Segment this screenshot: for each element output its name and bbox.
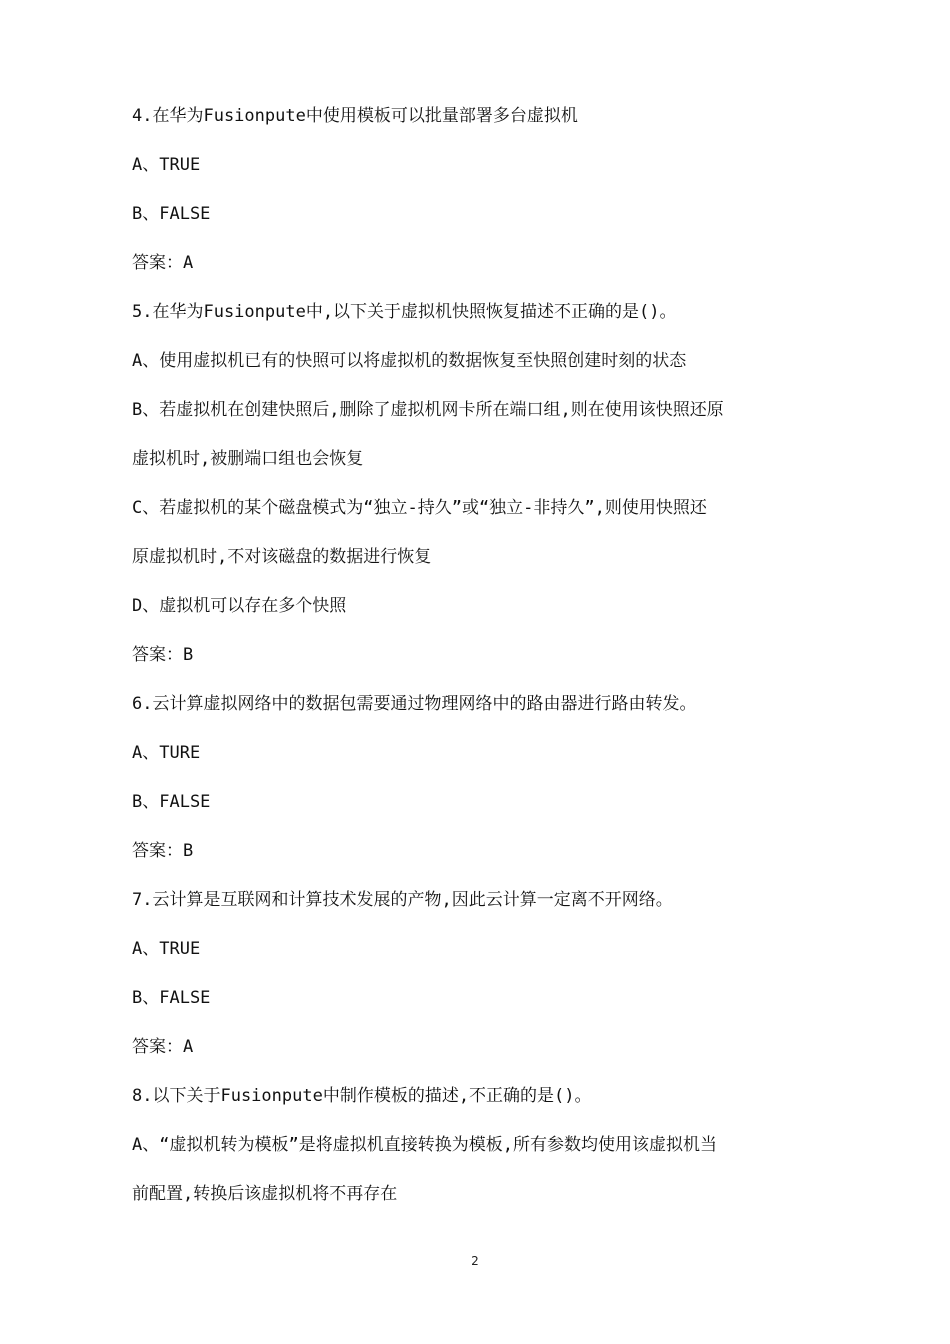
question-7-answer: 答案：A bbox=[132, 1037, 194, 1057]
question-5-option-b-line-1: B、若虚拟机在创建快照后,删除了虚拟机网卡所在端口组,则在使用该快照还原 bbox=[132, 400, 724, 420]
question-7-stem: 7.云计算是互联网和计算技术发展的产物,因此云计算一定离不开网络。 bbox=[132, 890, 673, 910]
question-5-option-a: A、使用虚拟机已有的快照可以将虚拟机的数据恢复至快照创建时刻的状态 bbox=[132, 351, 687, 371]
question-4-option-a: A、TRUE bbox=[132, 155, 201, 175]
question-4-answer: 答案：A bbox=[132, 253, 194, 273]
question-5-option-c-line-1: C、若虚拟机的某个磁盘模式为“独立-持久”或“独立-非持久”,则使用快照还 bbox=[132, 498, 707, 518]
question-8-option-a-line-2: 前配置,转换后该虚拟机将不再存在 bbox=[132, 1184, 398, 1204]
question-4-option-b: B、FALSE bbox=[132, 204, 211, 224]
question-5-option-c-line-2: 原虚拟机时,不对该磁盘的数据进行恢复 bbox=[132, 547, 432, 567]
page-number: 2 bbox=[471, 1254, 479, 1268]
question-7-option-b: B、FALSE bbox=[132, 988, 211, 1008]
question-6-stem: 6.云计算虚拟网络中的数据包需要通过物理网络中的路由器进行路由转发。 bbox=[132, 694, 697, 714]
question-7-option-a: A、TRUE bbox=[132, 939, 201, 959]
page-content bbox=[132, 101, 822, 1228]
question-5-stem: 5.在华为Fusionpute中,以下关于虚拟机快照恢复描述不正确的是()。 bbox=[132, 302, 677, 322]
question-6-option-a: A、TURE bbox=[132, 743, 201, 763]
question-6-option-b: B、FALSE bbox=[132, 792, 211, 812]
question-6-answer: 答案：B bbox=[132, 841, 194, 861]
question-5-option-b-line-2: 虚拟机时,被删端口组也会恢复 bbox=[132, 449, 364, 469]
question-8-option-a-line-1: A、“虚拟机转为模板”是将虚拟机直接转换为模板,所有参数均使用该虚拟机当 bbox=[132, 1135, 717, 1155]
question-8-stem: 8.以下关于Fusionpute中制作模板的描述,不正确的是()。 bbox=[132, 1086, 592, 1106]
question-5-answer: 答案：B bbox=[132, 645, 194, 665]
question-5-option-d: D、虚拟机可以存在多个快照 bbox=[132, 596, 347, 616]
question-4-stem: 4.在华为Fusionpute中使用模板可以批量部署多台虚拟机 bbox=[132, 106, 578, 126]
